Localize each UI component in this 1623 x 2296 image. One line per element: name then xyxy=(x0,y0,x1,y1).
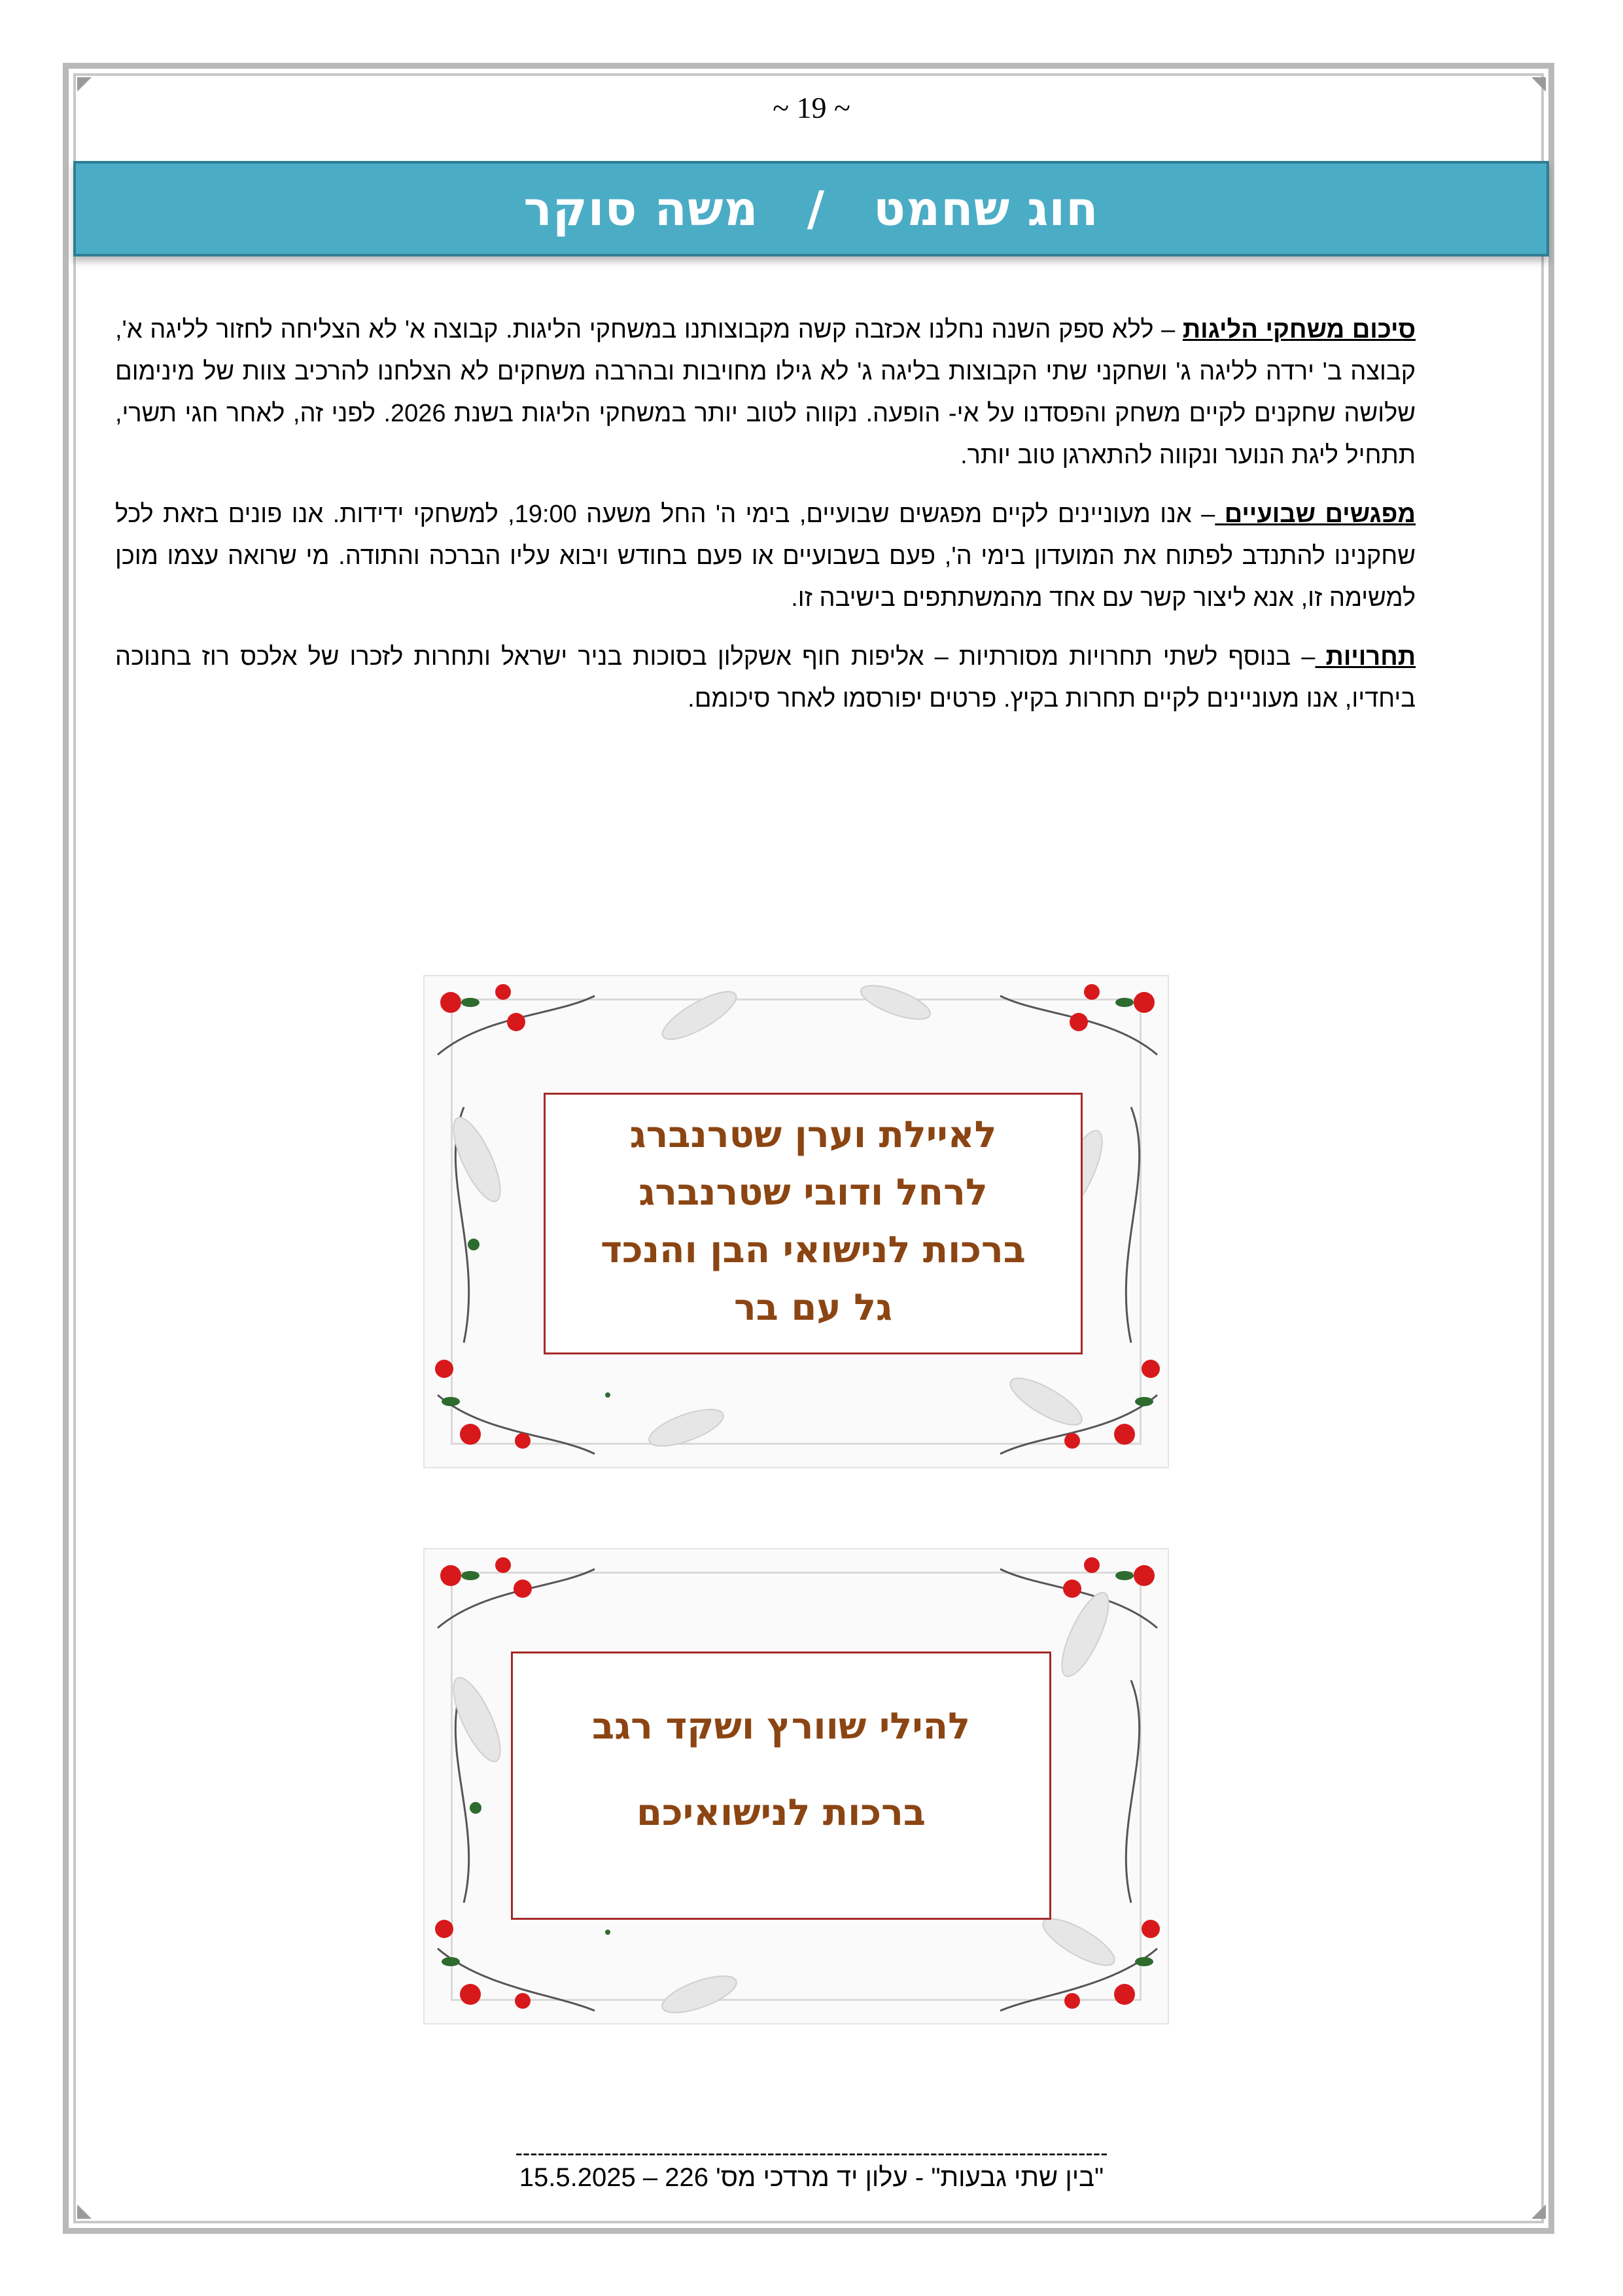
corner-triangle-icon xyxy=(1531,77,1546,92)
paragraph-text: – ללא ספק השנה נחלנו אכזבה קשה מקבוצותנו במשחקי הליגות. קבוצה א' לא הצליחה לחזור לליגה א', קבוצה ב' ירדה לליגה ג' ושחקני שתי הקבוצות בליגה ג' לא גילו מחויבות ובהרבה משחקים לא הצלחנו להרכיב צוות של מינימום שלושה שחקנים לקיים משחק והפסדנו על אי- הופעה. נקווה לטוב יותר במשחקי הליגות בשנת 2026. לפני זה, לאחר חגי תשרי, תתחיל ליגת הנוער ונקווה להתארגן טוב יותר. xyxy=(115,316,1416,469)
corner-triangle-icon xyxy=(77,2204,92,2219)
section-title xyxy=(523,181,1098,236)
title-separator: / xyxy=(807,181,826,236)
paragraph-heading: מפגשים שבועיים xyxy=(1215,501,1416,528)
corner-triangle-icon xyxy=(77,77,92,92)
card-line: לרחל ודובי שטרנברג xyxy=(638,1171,988,1214)
card-line: להילי שוורץ ושקד רגב xyxy=(591,1705,971,1748)
card-message-box xyxy=(511,1651,1051,1920)
greeting-card-wedding-1 xyxy=(423,975,1169,1468)
article-body xyxy=(115,309,1416,737)
paragraph-weekly-meetings xyxy=(115,493,1416,619)
page-number: ~ 19 ~ xyxy=(773,91,850,124)
paragraph-text: – אנו מעוניינים לקיים מפגשים שבועיים, בימי ה' החל משעה 19:00, למשחקי ידידות. אנו פונים בזאת לכל שחקנינו להתנדב לפתוח את המועדון בימי ה', פעם בשבועיים או פעם בחודש ויבוא עליו הברכה והתודה. מי שרואה עצמו מוכן למשימה זו, אנא ליצור קשר עם אחד מהמשתתפים בישיבה זו. xyxy=(115,501,1416,612)
corner-triangle-icon xyxy=(1531,2204,1546,2219)
author-name: משה סוקר xyxy=(523,181,759,236)
footer-rule: -------------------------------------------------------------------------------- xyxy=(515,2141,1108,2166)
club-title: חוג שחמט xyxy=(873,181,1099,236)
greeting-card-wedding-2 xyxy=(423,1548,1169,2024)
card-message-box xyxy=(544,1093,1083,1354)
paragraph-tournaments xyxy=(115,636,1416,720)
card-line: ברכות לנישואי הבן והנכד xyxy=(601,1229,1026,1271)
card-line: גל עם בר xyxy=(733,1286,893,1329)
card-line: לאיילת וערן שטרנברג xyxy=(629,1114,997,1156)
section-title-bar xyxy=(73,161,1549,256)
footer-text: "בין שתי גבעות" - עלון יד מרדכי מס' 226 – 15.5.2025 xyxy=(519,2163,1104,2192)
paragraph-league-summary xyxy=(115,309,1416,476)
card-line: ברכות לנישואיכם xyxy=(637,1792,926,1834)
paragraph-heading: תחרויות xyxy=(1315,643,1416,671)
paragraph-text: – בנוסף לשתי תחרויות מסורתיות – אליפות חוף אשקלון בסוכות בניר ישראל ותחרות לזכרו של אלכס רוז בחנוכה ביחדיו, אנו מעוניינים לקיים תחרות בקיץ. פרטים יפורסמו לאחר סיכומם. xyxy=(115,643,1416,713)
paragraph-heading: סיכום משחקי הליגות xyxy=(1182,316,1416,344)
